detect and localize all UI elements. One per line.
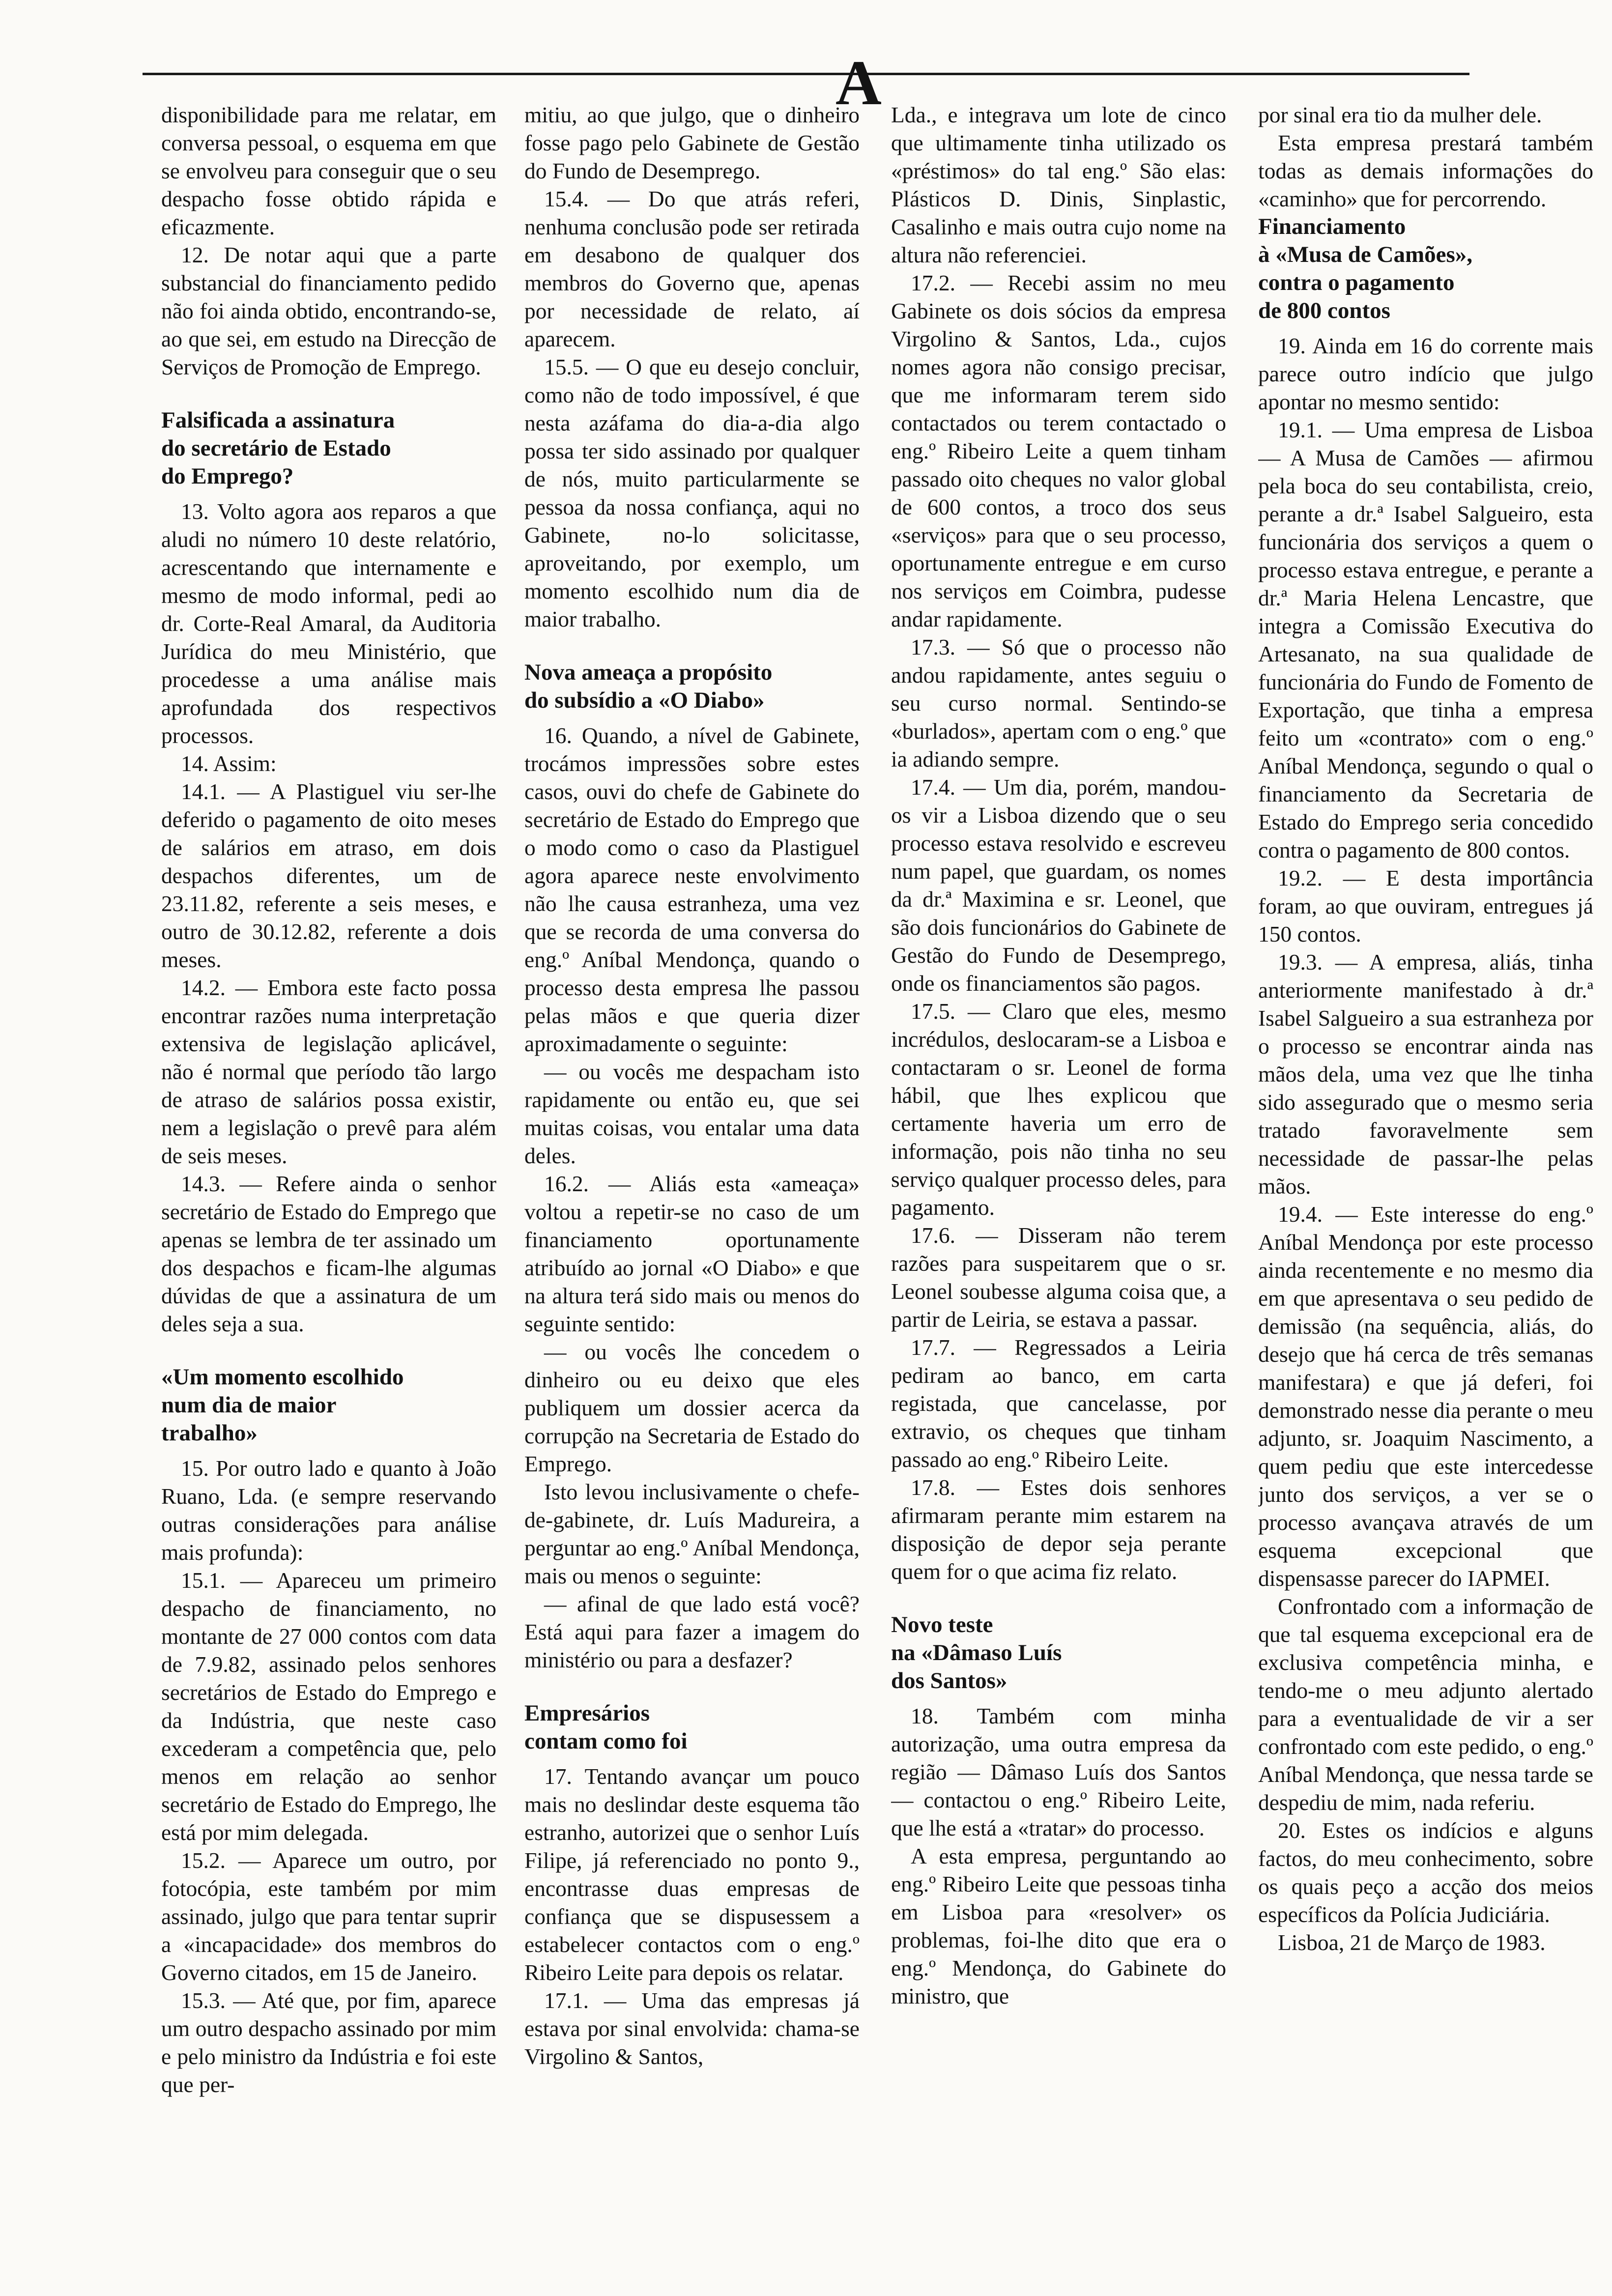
body-paragraph: por sinal era tio da mulher dele.	[1258, 102, 1542, 127]
section-heading	[891, 1611, 1226, 1695]
body-paragraph: 19.2. — E desta importância foram, ao que ouviram, entregues já 150 contos.	[1258, 865, 1593, 947]
body-paragraph: 19.3. — A empresa, aliás, tinha anteriormente manifestado à dr.ª Isabel Salgueiro a sua estranheza por o processo se encontrar ainda nas mãos dela, uma vez que lhe tinha sido assegurado que o mesmo seria tratado favoravelmente sem necessidade de passar-lhe pelas mãos.	[1258, 949, 1593, 1199]
handwritten-margin-mark: A	[835, 48, 882, 118]
body-paragraph: 17.6. — Disseram não terem razões para suspeitarem que o sr. Leonel soubesse alguma coisa que, a partir de Leiria, se estava a passar.	[891, 1223, 1226, 1332]
body-paragraph: 17.3. — Só que o processo não andou rapidamente, antes seguiu o seu curso normal. Sentindo-se «burlados», apertam com o eng.º que ia adiando sempre.	[891, 634, 1226, 772]
section-heading	[1258, 213, 1593, 325]
section-heading-line: do subsídio a «O Diabo»	[524, 688, 765, 713]
body-paragraph: 14.2. — Embora este facto possa encontrar razões numa interpretação extensiva de legislação aplicável, não é normal que período tão largo de atraso de salários possa existir, nem a legislação o prevê para além de seis meses.	[161, 975, 496, 1168]
section-heading	[161, 1363, 496, 1447]
body-paragraph: Lda., e integrava um lote de cinco que ultimamente tinha utilizado os «préstimos» do tal eng.º São elas: Plásticos D. Dinis, Sinplastic, Casalinho e mais outra cujo nome na altura não referenciei.	[891, 102, 1226, 267]
section-heading-line: trabalho»	[161, 1420, 258, 1446]
body-paragraph: 18. Também com minha autorização, uma outra empresa da região — Dâmaso Luís dos Santos — contactou o eng.º Ribeiro Leite, que lhe está a «tratar» do processo.	[891, 1703, 1226, 1840]
body-paragraph: 15.4. — Do que atrás referi, nenhuma conclusão pode ser retirada em desabono de qualquer dos membros do Governo que, apenas por necessidade de relato, aí aparecem.	[524, 186, 860, 351]
section-heading-line: de 800 contos	[1258, 298, 1390, 323]
section-heading-line: do Emprego?	[161, 463, 294, 489]
section-heading-line: Falsificada a assinatura	[161, 407, 395, 433]
section-heading-line: Novo teste	[891, 1612, 993, 1637]
body-paragraph: 17.5. — Claro que eles, mesmo incrédulos, deslocaram-se a Lisboa e contactaram o sr. Leonel de forma hábil, que lhes explicou que certamente haveria um erro de informação, pois não tinha no seu serviço qualquer processo deles, para pagamento.	[891, 999, 1226, 1220]
section-heading-line: Financiamento	[1258, 214, 1406, 239]
section-heading-line: do secretário de Estado	[161, 435, 391, 461]
section-heading-line: na «Dâmaso Luís	[891, 1640, 1062, 1665]
body-paragraph: 14. Assim:	[181, 751, 277, 776]
section-heading-line: contra o pagamento	[1258, 270, 1455, 295]
section-heading	[524, 1699, 860, 1755]
body-paragraph: — ou vocês lhe concedem o dinheiro ou eu deixo que eles publiquem um dossier acerca da corrupção na Secretaria de Estado do Emprego.	[524, 1339, 860, 1476]
body-paragraph: 17.7. — Regressados a Leiria pediram ao banco, em carta registada, que cancelasse, por extravio, os cheques que tinham passado ao eng.º Ribeiro Leite.	[891, 1335, 1226, 1472]
top-rule	[143, 73, 1469, 75]
body-paragraph: 17.2. — Recebi assim no meu Gabinete os dois sócios da empresa Virgolino & Santos, Lda., cujos nomes agora não consigo precisar, que me informaram terem sido contactados ou terem contactado o eng.º Ribeiro Leite a quem tinham passado oito cheques no valor global de 600 contos, a troco dos seus «serviços» para que o seu processo, oportunamente entregue e em curso nos serviços em Coimbra, pudesse andar rapidamente.	[891, 270, 1226, 631]
body-paragraph: disponibilidade para me relatar, em conversa pessoal, o esquema em que se envolveu para conseguir que o seu despacho fosse obtido rápida e eficazmente.	[161, 102, 496, 239]
body-paragraph: 19.4. — Este interesse do eng.º Aníbal Mendonça por este processo ainda recentemente e no mesmo dia em que apresentava o seu pedido de demissão (na sequência, aliás, do desejo que há cerca de três semanas manifestara) e que já deferi, foi demonstrado nesse dia perante o meu adjunto, sr. Joaquim Nascimento, a quem pediu que este intercedesse junto dos serviços, a ver se o processo avançava através de um esquema excepcional que dispensasse parecer do IAPMEI.	[1258, 1202, 1593, 1591]
column-1	[161, 101, 496, 2253]
body-paragraph: 16. Quando, a nível de Gabinete, trocámos impressões sobre estes casos, ouvi do chefe de Gabinete do secretário de Estado do Emprego que o modo como o caso da Plastiguel agora aparece neste envolvimento não lhe causa estranheza, uma vez que se recorda de uma conversa do eng.º Aníbal Mendonça, quando o processo desta empresa lhe passou pelas mãos e que queria dizer aproximadamente o seguinte:	[524, 723, 860, 1056]
body-paragraph: 13. Volto agora aos reparos a que aludi no número 10 deste relatório, acrescentando que internamente e mesmo de modo informal, pedi ao dr. Corte-Real Amaral, da Auditoria Jurídica do meu Ministério, que procedesse a uma análise mais aprofundada dos respectivos processos.	[161, 499, 496, 748]
section-heading-line: dos Santos»	[891, 1668, 1008, 1693]
body-paragraph: 12. De notar aqui que a parte substancial do financiamento pedido não foi ainda obtido, encontrando-se, ao que sei, em estudo na Direcção de Serviços de Promoção de Emprego.	[161, 242, 496, 379]
body-paragraph: 15.2. — Aparece um outro, por fotocópia, este também por mim assinado, julgo que para tentar suprir a «incapacidade» dos membros do Governo citados, em 15 de Janeiro.	[161, 1848, 496, 1985]
body-paragraph: 15.3. — Até que, por fim, aparece um outro despacho assinado por mim e pelo ministro da Indústria e foi este que per-	[161, 1988, 496, 2097]
body-paragraph: Esta empresa prestará também todas as demais informações do «caminho» que for percorrendo.	[1258, 130, 1593, 211]
section-heading-line: Nova ameaça a propósito	[524, 660, 773, 685]
section-heading	[524, 659, 860, 715]
section-heading-line: contam como foi	[524, 1728, 688, 1754]
body-paragraph: 15.5. — O que eu desejo concluir, como não de todo impossível, é que nesta azáfama do dia-a-dia algo possa ter sido assinado por qualquer de nós, muito particularmente se pessoa da nossa confiança, aqui no Gabinete, no-lo solicitasse, aproveitando, por exemplo, um momento escolhido num dia de maior trabalho.	[524, 354, 860, 631]
body-paragraph: 17. Tentando avançar um pouco mais no deslindar deste esquema tão estranho, autorizei que o senhor Luís Filipe, já referenciado no ponto 9., encontrasse duas empresas de confiança que se dispusessem a estabelecer contactos com o eng.º Ribeiro Leite para depois os relatar.	[524, 1764, 860, 1985]
body-paragraph: 14.1. — A Plastiguel viu ser-lhe deferido o pagamento de oito meses de salários em atraso, em dois despachos diferentes, um de 23.11.82, referente a seis meses, e outro de 30.12.82, referente a dois meses.	[161, 779, 496, 972]
body-paragraph: Isto levou inclusivamente o chefe-de-gabinete, dr. Luís Madureira, a perguntar ao eng.º Aníbal Mendonça, mais ou menos o seguinte:	[524, 1479, 860, 1588]
body-paragraph: 19. Ainda em 16 do corrente mais parece outro indício que julgo apontar no mesmo sentido:	[1258, 333, 1593, 414]
section-heading	[161, 406, 496, 490]
body-paragraph: 15. Por outro lado e quanto à João Ruano, Lda. (e sempre reservando outras considerações para análise mais profunda):	[161, 1456, 496, 1565]
body-paragraph: 15.1. — Apareceu um primeiro despacho de financiamento, no montante de 27 000 contos com data de 7.9.82, assinado pelos senhores secretários de Estado do Emprego e da Indústria, que neste caso excederam a competência que, pelo menos em relação ao senhor secretário de Estado do Emprego, lhe está por mim delegada.	[161, 1568, 496, 1845]
body-paragraph: — afinal de que lado está você? Está aqui para fazer a imagem do ministério ou para a desfazer?	[524, 1591, 860, 1672]
section-heading-line: num dia de maior	[161, 1392, 337, 1418]
body-paragraph: Confrontado com a informação de que tal esquema excepcional era de exclusiva competência minha, e tendo-me o meu adjunto alertado para a eventualidade de vir a ser confrontado com este pedido, o eng.º Aníbal Mendonça, que nessa tarde se despediu de mim, nada referiu.	[1258, 1594, 1593, 1815]
body-paragraph: 17.1. — Uma das empresas já estava por sinal envolvida: chama-se Virgolino & Santos,	[524, 1988, 860, 2069]
body-paragraph: mitiu, ao que julgo, que o dinheiro fosse pago pelo Gabinete de Gestão do Fundo de Desemprego.	[524, 102, 860, 183]
section-heading-line: à «Musa de Camões»,	[1258, 242, 1473, 267]
column-2	[524, 101, 860, 2253]
body-paragraph: 20. Estes os indícios e alguns factos, do meu conhecimento, sobre os quais peço a acção dos meios específicos da Polícia Judiciária.	[1258, 1818, 1593, 1927]
section-heading-line: «Um momento escolhido	[161, 1364, 404, 1390]
body-paragraph: 14.3. — Refere ainda o senhor secretário de Estado do Emprego que apenas se lembra de ter assinado um dos despachos e ficam-lhe algumas dúvidas de que a assinatura de um deles seja a sua.	[161, 1171, 496, 1336]
body-paragraph: 19.1. — Uma empresa de Lisboa — A Musa de Camões — afirmou pela boca do seu contabilista, creio, perante a dr.ª Isabel Salgueiro, esta funcionária dos serviços a quem o processo estava entregue, e perante a dr.ª Maria Helena Lencastre, que integra a Comissão Executiva do Artesanato, na sua qualidade de funcionária do Fundo de Fomento de Exportação, que tinha a empresa feito um «contrato» com o eng.º Aníbal Mendonça, segundo o qual o financiamento da Secretaria de Estado do Emprego seria concedido contra o pagamento de 800 contos.	[1258, 417, 1593, 862]
body-paragraph: Lisboa, 21 de Março de 1983.	[1278, 1930, 1546, 1955]
body-paragraph: 16.2. — Aliás esta «ameaça» voltou a repetir-se no caso de um financiamento oportunamente atribuído ao jornal «O Diabo» e que na altura terá sido mais ou menos do seguinte sentido:	[524, 1171, 860, 1336]
body-paragraph: — ou vocês me despacham isto rapidamente ou então eu, que sei muitas coisas, vou entalar uma data deles.	[524, 1059, 860, 1168]
column-3	[891, 101, 1226, 2253]
section-heading-line: Empresários	[524, 1700, 650, 1726]
body-paragraph: 17.4. — Um dia, porém, mandou-os vir a Lisboa dizendo que o seu processo estava resolvido e escreveu num papel, que guardam, os nomes da dr.ª Maximina e sr. Leonel, que são dois funcionários do Gabinete de Gestão do Fundo de Desemprego, onde os financiamentos são pagos.	[891, 775, 1226, 996]
body-paragraph: 17.8. — Estes dois senhores afirmaram perante mim estarem na disposição de depor seja perante quem for o que acima fiz relato.	[891, 1475, 1226, 1584]
body-paragraph: A esta empresa, perguntando ao eng.º Ribeiro Leite que pessoas tinha em Lisboa para «resolver» os problemas, foi-lhe dito que era o eng.º Mendonça, do Gabinete do ministro, que	[891, 1843, 1226, 2009]
column-4	[1258, 101, 1593, 2253]
